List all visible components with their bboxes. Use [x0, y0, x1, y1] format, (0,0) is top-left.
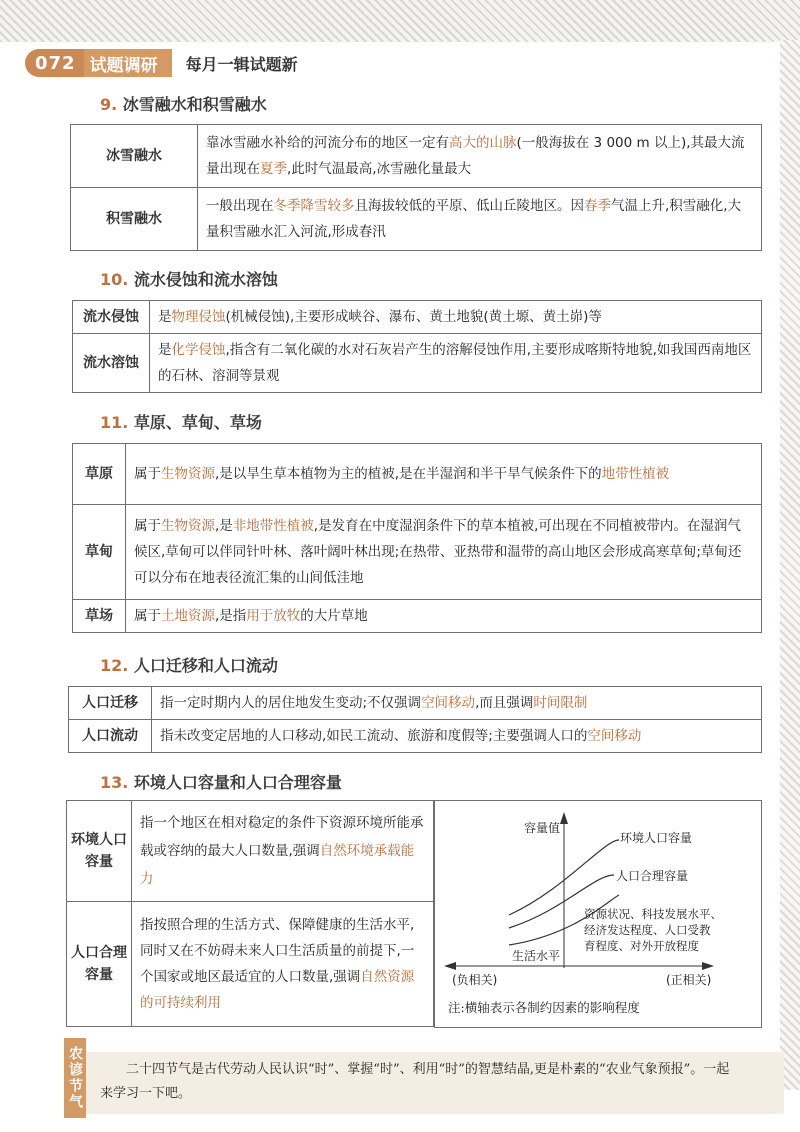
table-row — [71, 188, 762, 251]
section-9-table — [70, 124, 762, 251]
section-10-table — [72, 300, 762, 393]
row-label: 人口流动 — [69, 720, 152, 753]
section-10-title: 10. 流水侵蚀和流水溶蚀 — [100, 270, 278, 289]
positive-label: (正相关) — [666, 973, 712, 987]
x-axis-arrow-left — [444, 962, 456, 970]
row-label: 人口迁移 — [69, 687, 152, 720]
table-row — [67, 902, 434, 1027]
table-row — [73, 505, 762, 600]
table-row — [73, 600, 762, 633]
row-content: 属于土地资源,是指用于放牧的大片草地 — [126, 600, 762, 633]
y-axis-label: 容量值 — [524, 821, 561, 835]
x-axis-arrow — [702, 962, 714, 970]
section-13-table — [66, 800, 434, 1027]
footer-note-text: 二十四节气是古代劳动人民认识“时”、掌握“时”、利用“时”的智慧结晶,更是朴素的“农业气象预报”。一起来学习一下吧。 — [100, 1062, 730, 1101]
row-label: 流水溶蚀 — [73, 334, 150, 393]
row-content: 是物理侵蚀(机械侵蚀),主要形成峡谷、瀑布、黄土地貌(黄土塬、黄土峁)等 — [150, 301, 762, 334]
page-number: 072 — [25, 49, 84, 77]
row-content: 是化学侵蚀,指含有二氧化碳的水对石灰岩产生的溶解侵蚀作用,主要形成喀斯特地貌,如我国西南地区的石林、溶洞等景观 — [150, 334, 762, 393]
row-content: 属于生物资源,是非地带性植被,是发育在中度湿润条件下的草本植被,可出现在不同植被带内。在湿润气候区,草甸可以伴同针叶林、落叶阔叶林出现;在热带、亚热带和温带的高山地区会形成高寒草甸;草甸还可以分布在地表径流汇集的山间低洼地 — [126, 505, 762, 600]
curve1-label: 环境人口容量 — [620, 831, 693, 845]
top-pattern-band — [0, 0, 800, 42]
row-content: 一般出现在冬季降雪较多且海拔较低的平原、低山丘陵地区。因春季气温上升,积雪融化,大量积雪融水汇入河流,形成春汛 — [198, 188, 762, 251]
section-12-title: 12. 人口迁移和人口流动 — [100, 656, 278, 675]
section-9-title: 9. 冰雪融水和积雪融水 — [100, 95, 267, 114]
table-row — [69, 720, 762, 753]
row-content: 指未改变定居地的人口移动,如民工流动、旅游和度假等;主要强调人口的空间移动 — [152, 720, 762, 753]
table-row — [71, 125, 762, 188]
section-11-title: 11. 草原、草甸、草场 — [100, 413, 262, 432]
capacity-diagram — [434, 800, 762, 1028]
row-label: 积雪融水 — [71, 188, 198, 251]
negative-label: (负相关) — [452, 973, 498, 987]
row-label: 草甸 — [73, 505, 126, 600]
factors-line-1: 资源状况、科技发展水平、 — [584, 907, 722, 921]
section-13-title: 13. 环境人口容量和人口合理容量 — [100, 773, 342, 792]
footer-side-tag: 农谚节气 — [64, 1038, 86, 1118]
section-label: 试题调研 — [84, 49, 172, 77]
diagram-note: 注:横轴表示各制约因素的影响程度 — [448, 1000, 640, 1015]
row-label: 人口合理容量 — [67, 902, 132, 1027]
row-content: 指按照合理的生活方式、保障健康的生活水平,同时又在不妨碍未来人口生活质量的前提下,一个国家或地区最适宜的人口数量,强调自然资源的可持续利用 — [132, 902, 434, 1027]
factors-line-2: 经济发达程度、人口受教 — [584, 923, 711, 937]
y-axis-arrow — [560, 812, 568, 824]
row-label: 冰雪融水 — [71, 125, 198, 188]
right-pattern-band — [780, 40, 800, 1090]
row-content: 指一定时期内人的居住地发生变动;不仅强调空间移动,而且强调时间限制 — [152, 687, 762, 720]
curve2-label: 人口合理容量 — [616, 869, 689, 883]
table-row — [67, 801, 434, 902]
series-title: 每月一辑试题新 — [185, 54, 298, 74]
row-content: 靠冰雪融水补给的河流分布的地区一定有高大的山脉(一般海拔在 3 000 m 以上),其最大流量出现在夏季,此时气温最高,冰雪融化量最大 — [198, 125, 762, 188]
row-content: 指一个地区在相对稳定的条件下资源环境所能承载或容纳的最大人口数量,强调自然环境承载能力 — [132, 801, 434, 902]
table-row — [73, 301, 762, 334]
section-12-table — [68, 686, 762, 753]
table-row — [73, 334, 762, 393]
curve3-label: 生活水平 — [512, 949, 561, 963]
table-row — [69, 687, 762, 720]
page-header — [25, 48, 298, 78]
row-label: 草场 — [73, 600, 126, 633]
row-label: 流水侵蚀 — [73, 301, 150, 334]
row-content: 属于生物资源,是以旱生草本植物为主的植被,是在半湿润和半干旱气候条件下的地带性植被 — [126, 444, 762, 505]
row-label: 草原 — [73, 444, 126, 505]
factors-line-3: 育程度、对外开放程度 — [584, 939, 699, 953]
section-11-table — [72, 443, 762, 633]
table-row — [73, 444, 762, 505]
row-label: 环境人口容量 — [67, 801, 132, 902]
